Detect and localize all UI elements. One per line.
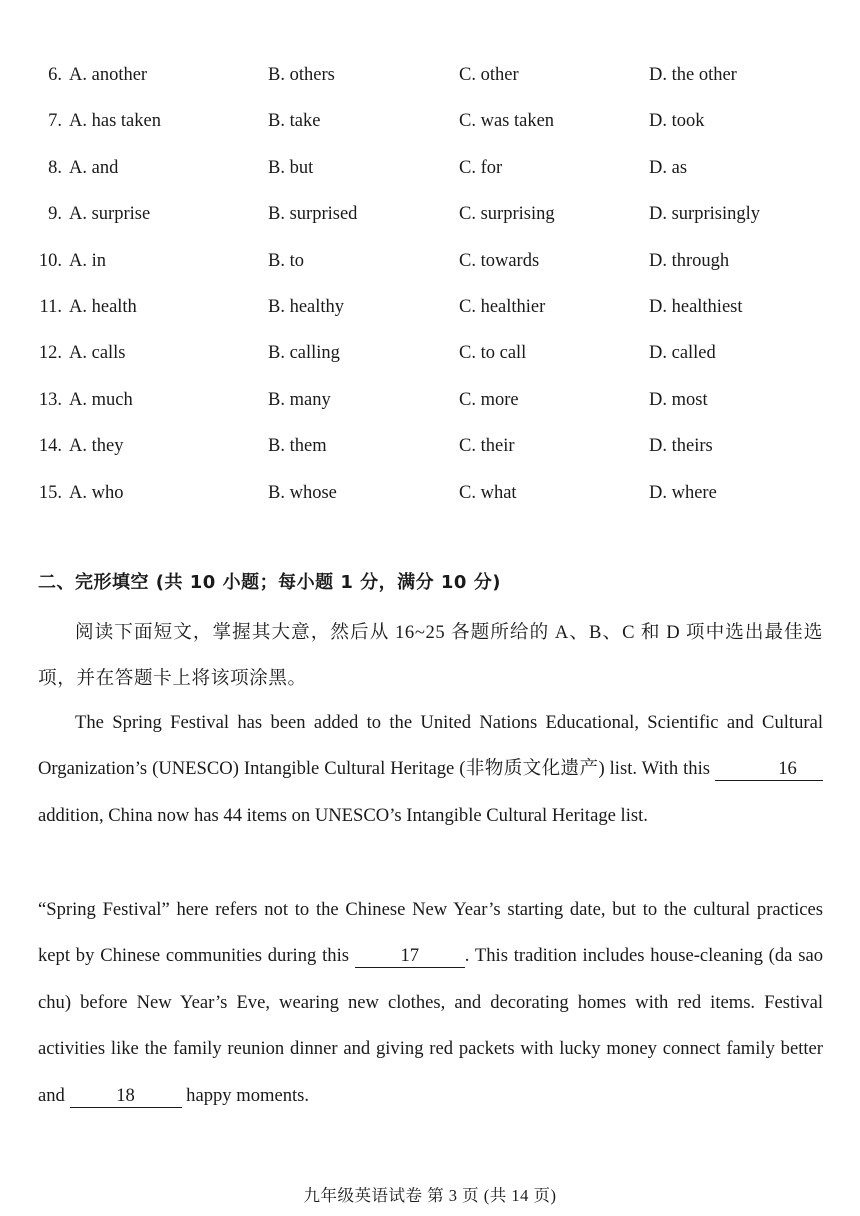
option-a: A. who bbox=[69, 482, 124, 503]
option-a: A. health bbox=[69, 296, 137, 317]
option-a: A. they bbox=[69, 436, 124, 457]
option-c: C. towards bbox=[459, 250, 540, 271]
option-row bbox=[0, 470, 860, 516]
question-number: 13. bbox=[38, 389, 62, 410]
passage-text: “Spring Festival” here refers not to the Chinese New Year’s starting date, but to the cultural practices kept by Chinese communities during this bbox=[38, 899, 823, 967]
page-footer: 九年级英语试卷 第 3 页 (共 14 页) bbox=[303, 1186, 557, 1205]
option-d: D. where bbox=[649, 482, 717, 503]
blank-17: 17 bbox=[355, 945, 465, 968]
option-c: C. their bbox=[459, 436, 515, 457]
option-a: A. another bbox=[69, 65, 148, 85]
option-b: B. many bbox=[268, 389, 331, 410]
question-number: 14. bbox=[38, 436, 62, 457]
option-b: B. them bbox=[268, 436, 327, 457]
option-row bbox=[0, 52, 860, 98]
question-number: 12. bbox=[38, 343, 62, 364]
option-a: A. surprise bbox=[69, 204, 151, 225]
option-d: D. as bbox=[649, 157, 688, 178]
question-number: 6. bbox=[48, 65, 62, 85]
blank-16: 16 bbox=[715, 758, 823, 781]
option-b: B. calling bbox=[268, 343, 340, 364]
question-number: 11. bbox=[39, 296, 62, 317]
option-d: D. healthiest bbox=[649, 296, 743, 317]
section-heading: 二、完形填空 (共 10 小题；每小题 1 分，满分 10 分) bbox=[38, 572, 501, 593]
passage-text: addition, China now has 44 items on UNESCO’s Intangible Cultural Heritage list. bbox=[38, 804, 648, 826]
option-b: B. healthy bbox=[268, 296, 345, 317]
option-d: D. took bbox=[649, 111, 705, 132]
question-number: 9. bbox=[48, 204, 62, 225]
option-d: D. called bbox=[649, 343, 716, 364]
passage-text: . This tradition includes house-cleaning (da sao chu) before New Year’s Eve, wearing new clothes, and decorating homes with red items. Festival activities like the family reunion dinner and giving red packets with lucky money connect family better and bbox=[38, 945, 823, 1106]
passage-paragraph-1 bbox=[38, 700, 823, 839]
option-b: B. others bbox=[268, 65, 335, 85]
passage-text: happy moments. bbox=[181, 1084, 310, 1106]
option-row bbox=[0, 330, 860, 376]
option-row bbox=[0, 284, 860, 330]
option-d: D. most bbox=[649, 389, 708, 410]
option-a: A. has taken bbox=[69, 111, 161, 132]
option-c: C. more bbox=[459, 389, 519, 410]
option-b: B. to bbox=[268, 250, 304, 271]
option-d: D. the other bbox=[649, 65, 737, 85]
question-number: 10. bbox=[38, 250, 62, 271]
passage-paragraph-2 bbox=[38, 887, 823, 1119]
option-row bbox=[0, 191, 860, 237]
option-a: A. and bbox=[69, 157, 119, 178]
blank-18: 18 bbox=[70, 1085, 182, 1108]
answer-options-table bbox=[0, 52, 860, 516]
option-d: D. theirs bbox=[649, 436, 713, 457]
option-row bbox=[0, 238, 860, 284]
question-number: 7. bbox=[48, 111, 62, 132]
option-d: D. through bbox=[649, 250, 730, 271]
option-c: C. for bbox=[459, 157, 503, 178]
option-row bbox=[0, 98, 860, 144]
question-number: 15. bbox=[38, 482, 62, 503]
option-d: D. surprisingly bbox=[649, 204, 760, 225]
option-a: A. calls bbox=[69, 343, 126, 364]
option-row bbox=[0, 423, 860, 469]
option-c: C. other bbox=[459, 65, 519, 85]
option-row bbox=[0, 377, 860, 423]
option-b: B. whose bbox=[268, 482, 337, 503]
option-c: C. surprising bbox=[459, 204, 555, 225]
option-a: A. much bbox=[69, 389, 133, 410]
option-b: B. take bbox=[268, 111, 321, 132]
option-c: C. healthier bbox=[459, 296, 546, 317]
instruction-text: 阅读下面短文，掌握其大意，然后从 16~25 各题所给的 A、B、C 和 D 项中选出最佳选项，并在答题卡上将该项涂黑。 bbox=[38, 622, 823, 690]
option-c: C. to call bbox=[459, 343, 527, 364]
option-a: A. in bbox=[69, 250, 106, 271]
question-number: 8. bbox=[48, 157, 62, 178]
option-c: C. was taken bbox=[459, 111, 555, 132]
passage-text: The Spring Festival has been added to the United Nations Educational, Scientific and Cultural Organization’s (UNESCO) Intangible Cultural Heritage (非物质文化遗产) list. With this bbox=[38, 712, 823, 780]
option-row bbox=[0, 145, 860, 191]
option-b: B. surprised bbox=[268, 204, 358, 225]
option-c: C. what bbox=[459, 482, 517, 503]
option-b: B. but bbox=[268, 157, 314, 178]
